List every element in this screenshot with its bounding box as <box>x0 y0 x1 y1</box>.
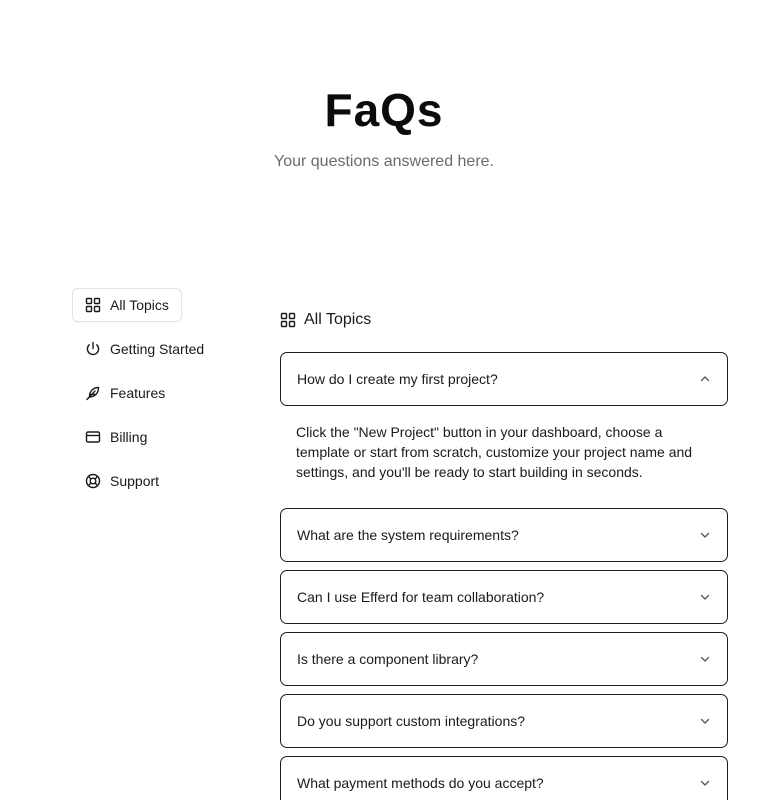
feather-icon <box>85 385 101 401</box>
faq-question-text: Do you support custom integrations? <box>297 713 526 729</box>
sidebar-item-features[interactable] <box>72 376 178 410</box>
faq-question-payment-methods[interactable] <box>280 756 728 800</box>
faq-question-text: Is there a component library? <box>297 651 479 667</box>
chevron-down-icon <box>699 591 711 603</box>
sidebar-item-all-topics[interactable] <box>72 288 182 322</box>
faq-question-system-requirements[interactable] <box>280 508 728 562</box>
credit-card-icon <box>85 429 101 445</box>
power-icon <box>85 341 101 357</box>
grid-icon <box>280 312 296 328</box>
faq-question-text: What are the system requirements? <box>297 527 519 543</box>
sidebar-item-billing[interactable] <box>72 420 160 454</box>
page-title: FaQs <box>324 84 444 136</box>
faq-question-component-library[interactable] <box>280 632 728 686</box>
faq-question-text: Can I use Efferd for team collaboration? <box>297 589 545 605</box>
faq-question-text: What payment methods do you accept? <box>297 775 544 791</box>
section-header <box>280 308 728 332</box>
faq-question-custom-integrations[interactable] <box>280 694 728 748</box>
sidebar-item-label: Features <box>110 385 166 401</box>
faq-answer: Click the "New Project" button in your dashboard, choose a template or start from scratch, customize your project name and settings, and you'll be ready to start building in seconds. <box>296 424 693 480</box>
sidebar-item-label: Support <box>110 473 160 489</box>
chevron-down-icon <box>699 777 711 789</box>
chevron-down-icon <box>699 653 711 665</box>
lifebuoy-icon <box>85 473 101 489</box>
faq-question-create-project[interactable] <box>280 352 728 406</box>
chevron-down-icon <box>699 529 711 541</box>
hero <box>0 84 768 174</box>
sidebar-item-label: Billing <box>110 429 148 445</box>
topic-sidebar <box>72 288 242 508</box>
sidebar-item-label: All Topics <box>110 297 169 313</box>
sidebar-item-getting-started[interactable] <box>72 332 217 366</box>
sidebar-item-label: Getting Started <box>110 341 205 357</box>
faq-question-text: How do I create my first project? <box>297 371 498 387</box>
chevron-up-icon <box>699 373 711 385</box>
grid-icon <box>85 297 101 313</box>
faq-content <box>280 308 728 800</box>
faq-question-team-collaboration[interactable] <box>280 570 728 624</box>
chevron-down-icon <box>699 715 711 727</box>
section-title: All Topics <box>304 311 372 328</box>
page-subtitle: Your questions answered here. <box>274 153 494 170</box>
sidebar-item-support[interactable] <box>72 464 172 498</box>
